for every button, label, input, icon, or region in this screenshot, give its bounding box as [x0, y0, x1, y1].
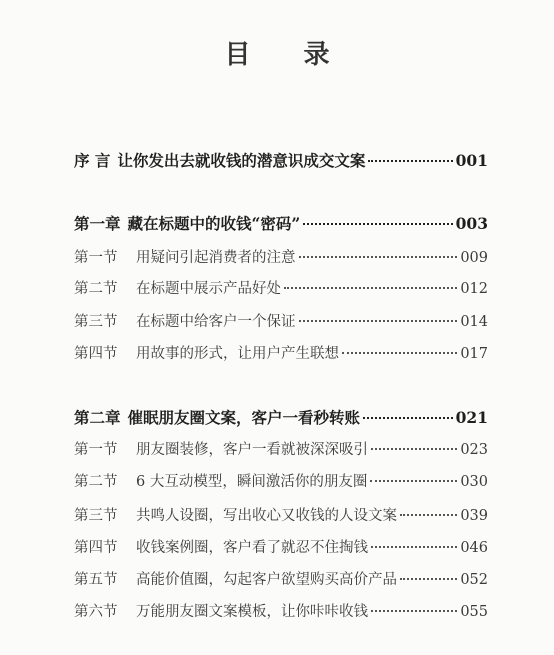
- entry-page-number: 017: [460, 346, 488, 362]
- entry-page-number: 055: [460, 604, 488, 620]
- entry-page-number: 014: [460, 314, 488, 330]
- toc-entry-1-2[interactable]: [74, 277, 488, 298]
- dot-leader: [371, 610, 457, 612]
- entry-number: 第二节: [74, 474, 118, 490]
- toc-entry-1-4[interactable]: [74, 342, 488, 363]
- entry-title: 高能价值圈，勾起客户欲望购买高价产品: [136, 572, 397, 588]
- entry-title: 用故事的形式，让用户产生联想: [136, 346, 339, 362]
- toc-entry-2-1[interactable]: [74, 438, 488, 459]
- entry-title: 用疑问引起消费者的注意: [136, 250, 296, 266]
- entry-title: 朋友圈装修，客户一看就被深深吸引: [136, 442, 368, 458]
- dot-leader: [299, 320, 458, 322]
- entry-number: 第一节: [74, 442, 118, 458]
- page-title: 目 录: [224, 40, 352, 70]
- dot-leader: [368, 160, 452, 162]
- entry-title: 在标题中给客户一个保证: [136, 314, 296, 330]
- toc-entry-2-5[interactable]: [74, 568, 488, 589]
- entry-page-number: 009: [460, 250, 488, 266]
- entry-title: 在标题中展示产品好处: [136, 281, 281, 297]
- toc-entry-chapter-1[interactable]: [74, 212, 488, 234]
- dot-leader: [284, 287, 457, 289]
- entry-page-number: 052: [460, 572, 488, 588]
- toc-entry-preface[interactable]: [74, 149, 488, 171]
- entry-number: 第二节: [74, 281, 118, 297]
- dot-leader: [342, 352, 457, 354]
- entry-title: 收钱案例圈，客户看了就忍不住掏钱: [136, 540, 368, 556]
- entry-number: 第四节: [74, 346, 118, 362]
- toc-entry-2-3[interactable]: [74, 504, 488, 525]
- entry-number: 第三节: [74, 314, 118, 330]
- entry-number: 第六节: [74, 604, 118, 620]
- entry-number: 序 言: [74, 151, 111, 170]
- toc-entry-1-1[interactable]: [74, 246, 488, 267]
- dot-leader: [299, 256, 458, 258]
- dot-leader: [400, 578, 457, 580]
- entry-page-number: 039: [460, 508, 488, 524]
- entry-number: 第五节: [74, 572, 118, 588]
- dot-leader: [363, 417, 453, 419]
- entry-number: 第三节: [74, 508, 118, 524]
- entry-number: 第四节: [74, 540, 118, 556]
- entry-page-number: 023: [460, 442, 488, 458]
- entry-title: 藏在标题中的收钱“密码”: [127, 214, 301, 233]
- entry-page-number: 046: [460, 540, 488, 556]
- entry-number: 第一节: [74, 250, 118, 266]
- toc-entry-2-6[interactable]: [74, 600, 488, 621]
- entry-number: 第二章: [74, 408, 121, 427]
- entry-title: 让你发出去就收钱的潜意识成交文案: [117, 151, 366, 170]
- dot-leader: [400, 514, 457, 516]
- entry-page-number: 012: [460, 281, 488, 297]
- dot-leader: [303, 223, 452, 225]
- toc-entry-2-4[interactable]: [74, 536, 488, 557]
- toc-entry-chapter-2[interactable]: [74, 406, 488, 428]
- entry-title: 催眠朋友圈文案，客户一看秒转账: [127, 408, 361, 427]
- entry-title: 6 大互动模型，瞬间激活你的朋友圈: [136, 474, 368, 490]
- entry-page-number: 021: [455, 408, 488, 427]
- entry-page-number: 030: [460, 474, 488, 490]
- dot-leader: [370, 480, 457, 482]
- dot-leader: [371, 546, 457, 548]
- entry-page-number: 001: [455, 151, 488, 170]
- entry-number: 第一章: [74, 214, 121, 233]
- dot-leader: [371, 448, 457, 450]
- toc-entry-1-3[interactable]: [74, 310, 488, 331]
- entry-page-number: 003: [455, 214, 488, 233]
- entry-title: 共鸣人设圈，写出收心又收钱的人设文案: [136, 508, 397, 524]
- entry-title: 万能朋友圈文案模板，让你咔咔收钱: [136, 604, 368, 620]
- toc-entry-2-2[interactable]: [74, 470, 488, 491]
